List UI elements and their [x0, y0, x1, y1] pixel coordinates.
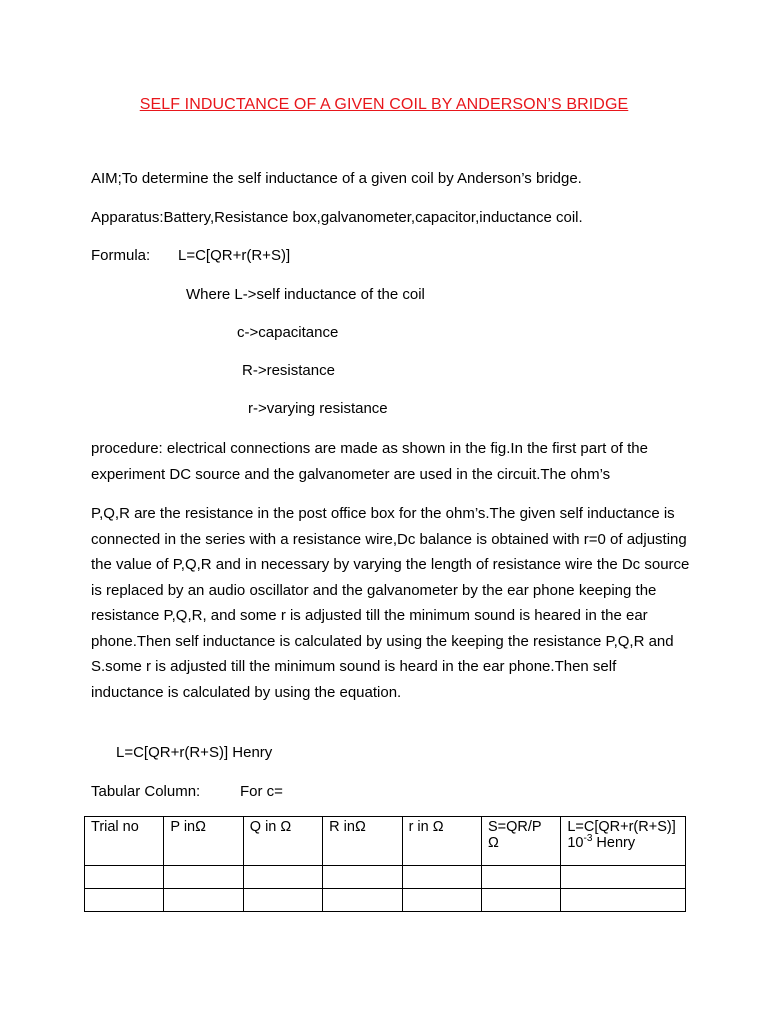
tabular-column-label: Tabular Column:	[91, 783, 201, 800]
resistance-definition: R->resistance	[242, 362, 335, 379]
formula-label: Formula:	[91, 247, 151, 264]
table-cell	[243, 866, 322, 889]
table-row	[85, 866, 686, 889]
table-cell	[164, 866, 243, 889]
table-row	[85, 889, 686, 912]
table-cell	[243, 889, 322, 912]
capacitance-definition: c->capacitance	[237, 324, 339, 341]
header-r: R inΩ	[323, 817, 402, 866]
table-cell	[561, 889, 686, 912]
table-cell	[164, 889, 243, 912]
observation-table	[84, 816, 686, 912]
capacitance-value-label: For c=	[240, 783, 283, 800]
table-cell	[481, 866, 560, 889]
header-r-small: r in Ω	[402, 817, 481, 866]
formula-expression: L=C[QR+r(R+S)]	[178, 247, 291, 264]
table-cell	[402, 866, 481, 889]
table-cell	[481, 889, 560, 912]
table-header-row	[85, 817, 686, 866]
final-equation: L=C[QR+r(R+S)] Henry	[116, 744, 273, 761]
procedure-paragraph-2: P,Q,R are the resistance in the post office box for the ohm’s.The given self inductance is connected in the series with a resistance wire,Dc balance is obtained with r=0 of adjusting the value of P,Q,R and in necessary by varying the length of resistance wire the Dc source is replaced by an audio oscillator and the galvanometer by the ear phone keeping the resistance P,Q,R, and some r is adjusted till the minimum sound is heared in the ear phone.Then self inductance is calculated by using the keeping the resistance P,Q,R and S.some r is adjusted till the minimum sound is heard in the ear phone.Then self inductance is calculated by using the equation.	[91, 505, 690, 701]
table-cell	[561, 866, 686, 889]
header-l-formula: L=C[QR+r(R+S)]	[567, 819, 676, 835]
header-l-base: 10	[567, 835, 584, 851]
table-cell	[85, 866, 164, 889]
document-title: SELF INDUCTANCE OF A GIVEN COIL BY ANDERSON’S BRIDGE	[139, 96, 629, 113]
header-l-unit: Henry	[592, 835, 636, 851]
header-p: P inΩ	[164, 817, 243, 866]
header-s: S=QR/P Ω	[481, 817, 560, 866]
header-l-exponent: -3	[583, 833, 593, 845]
aim-text: AIM;To determine the self inductance of a given coil by Anderson’s bridge.	[91, 170, 582, 187]
header-l	[561, 817, 686, 866]
formula-where: Where L->self inductance of the coil	[186, 286, 425, 303]
varying-resistance-definition: r->varying resistance	[248, 400, 388, 417]
table-cell	[323, 866, 402, 889]
procedure-paragraph-1: procedure: electrical connections are made as shown in the fig.In the first part of the experiment DC source and the galvanometer are used in the circuit.The ohm’s	[91, 440, 648, 483]
table-cell	[85, 889, 164, 912]
header-trial-no: Trial no	[85, 817, 164, 866]
table-cell	[323, 889, 402, 912]
header-q: Q in Ω	[243, 817, 322, 866]
apparatus-text: Apparatus:Battery,Resistance box,galvanometer,capacitor,inductance coil.	[91, 209, 583, 226]
table-cell	[402, 889, 481, 912]
